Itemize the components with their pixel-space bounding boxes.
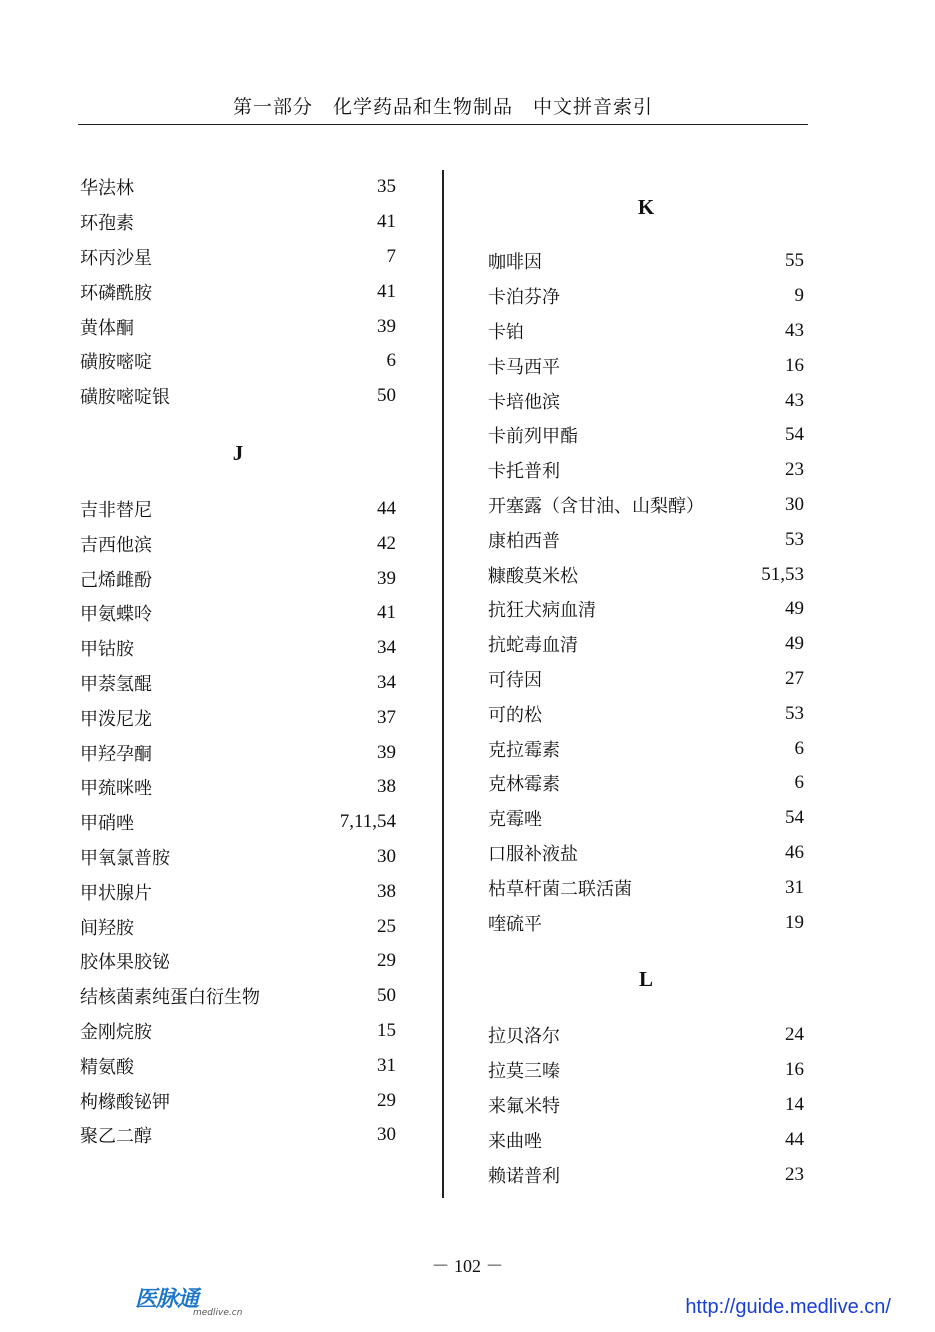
entry-page: 16: [785, 354, 804, 376]
left-group-top: [80, 170, 396, 414]
entry-page: 35: [377, 176, 396, 198]
index-entry: [80, 666, 396, 701]
index-entry: [80, 344, 396, 379]
entry-page: 42: [377, 532, 396, 554]
index-entry: [488, 279, 804, 314]
entry-name: 聚乙二醇: [80, 1126, 152, 1148]
entry-page: 30: [377, 1124, 396, 1146]
entry-name: 来曲唑: [488, 1130, 542, 1152]
entry-page: 39: [377, 741, 396, 763]
entry-page: 49: [785, 598, 804, 620]
footer-url-link[interactable]: http://guide.medlive.cn/: [685, 1296, 891, 1318]
index-entry: [80, 770, 396, 805]
index-entry: [488, 244, 804, 279]
entry-name: 枸橼酸铋钾: [80, 1091, 170, 1113]
entry-name: 来氟米特: [488, 1095, 560, 1117]
index-entry: [488, 1088, 804, 1123]
entry-name: 甲泼尼龙: [80, 708, 152, 730]
index-entry: [488, 1018, 804, 1053]
entry-name: 磺胺嘧啶银: [80, 387, 170, 409]
index-entry: [80, 309, 396, 344]
right-column: [488, 170, 804, 1192]
index-entry: [488, 905, 804, 940]
entry-name: 卡泊芬净: [488, 287, 560, 309]
entry-name: 抗蛇毒血清: [488, 635, 578, 657]
entry-name: 甲钴胺: [80, 639, 134, 661]
entry-name: 拉莫三嗪: [488, 1061, 560, 1083]
entry-page: 29: [377, 950, 396, 972]
entry-page: 16: [785, 1059, 804, 1081]
entry-page: 41: [377, 602, 396, 624]
entry-name: 金刚烷胺: [80, 1021, 152, 1043]
entry-page: 44: [785, 1128, 804, 1150]
entry-name: 康柏西普: [488, 530, 560, 552]
entry-name: 吉非替尼: [80, 499, 152, 521]
entry-page: 24: [785, 1024, 804, 1046]
entry-page: 55: [785, 250, 804, 272]
entry-page: 43: [785, 319, 804, 341]
right-group-k: [488, 244, 804, 940]
index-entry: [488, 870, 804, 905]
index-entry: [488, 766, 804, 801]
index-entry: [488, 348, 804, 383]
entry-name: 可的松: [488, 704, 542, 726]
entry-name: 胶体果胶铋: [80, 952, 170, 974]
entry-page: 34: [377, 637, 396, 659]
index-entry: [488, 1157, 804, 1192]
index-entry: [80, 805, 396, 840]
entry-page: 25: [377, 915, 396, 937]
entry-page: 38: [377, 880, 396, 902]
entry-name: 磺胺嘧啶: [80, 352, 152, 374]
entry-page: 31: [377, 1054, 396, 1076]
index-entry: [80, 909, 396, 944]
entry-name: 环磷酰胺: [80, 282, 152, 304]
header-rule: [78, 124, 808, 125]
entry-name: 甲硝唑: [80, 813, 134, 835]
index-entry: [488, 453, 804, 488]
entry-page: 7,11,54: [339, 811, 396, 833]
entry-name: 环丙沙星: [80, 247, 152, 269]
index-entry: [80, 492, 396, 527]
entry-name: 黄体酮: [80, 317, 134, 339]
entry-page: 9: [794, 285, 804, 307]
entry-name: 己烯雌酚: [80, 569, 152, 591]
index-entry: [80, 170, 396, 205]
entry-name: 华法林: [80, 178, 134, 200]
entry-name: 吉西他滨: [80, 534, 152, 556]
page-number: － 102 －: [431, 1256, 504, 1276]
index-entry: [488, 696, 804, 731]
index-entry: [488, 488, 804, 523]
entry-name: 枯草杆菌二联活菌: [488, 878, 632, 900]
section-letter-j: J: [232, 440, 244, 465]
entry-name: 卡托普利: [488, 461, 560, 483]
entry-name: 卡马西平: [488, 356, 560, 378]
index-entry: [80, 561, 396, 596]
index-entry: [80, 1118, 396, 1153]
entry-name: 甲氧氯普胺: [80, 847, 170, 869]
entry-page: 19: [785, 911, 804, 933]
index-entry: [80, 1083, 396, 1118]
right-group-l: [488, 1018, 804, 1192]
section-letter-k: K: [637, 195, 655, 219]
logo-text: 医脉通: [135, 1287, 199, 1312]
left-column: [80, 170, 396, 1153]
entry-name: 卡培他滨: [488, 391, 560, 413]
entry-page: 50: [377, 385, 396, 407]
entry-name: 甲萘氢醌: [80, 673, 152, 695]
medlive-logo: [135, 1282, 245, 1322]
entry-name: 甲氨蝶呤: [80, 604, 152, 626]
entry-page: 39: [377, 567, 396, 589]
index-entry: [80, 205, 396, 240]
index-entry: [488, 836, 804, 871]
entry-page: 6: [794, 737, 804, 759]
entry-name: 拉贝洛尔: [488, 1026, 560, 1048]
entry-page: 31: [785, 876, 804, 898]
entry-page: 41: [377, 280, 396, 302]
index-entry: [488, 627, 804, 662]
entry-page: 30: [377, 845, 396, 867]
index-entry: [80, 274, 396, 309]
index-entry: [488, 731, 804, 766]
entry-page: 43: [785, 389, 804, 411]
entry-name: 克林霉素: [488, 774, 560, 796]
entry-name: 克霉唑: [488, 809, 542, 831]
index-entry: [80, 1048, 396, 1083]
entry-name: 甲巯咪唑: [80, 778, 152, 800]
entry-page: 7: [386, 245, 396, 267]
page-header-title: 第一部分 化学药品和生物制品 中文拼音索引: [232, 96, 653, 118]
index-entry: [488, 314, 804, 349]
entry-page: 53: [785, 702, 804, 724]
entry-page: 49: [785, 633, 804, 655]
entry-page: 39: [377, 315, 396, 337]
index-entry: [488, 1053, 804, 1088]
index-entry: [80, 526, 396, 561]
entry-name: 结核菌素纯蛋白衍生物: [80, 987, 260, 1009]
index-entry: [80, 700, 396, 735]
entry-page: 14: [785, 1093, 804, 1115]
entry-name: 开塞露（含甘油、山梨醇）: [488, 495, 704, 517]
entry-name: 卡铂: [488, 321, 524, 343]
entry-page: 30: [785, 493, 804, 515]
entry-page: 29: [377, 1089, 396, 1111]
index-entry: [488, 557, 804, 592]
entry-name: 咖啡因: [488, 252, 542, 274]
entry-page: 23: [785, 1163, 804, 1185]
entry-name: 环孢素: [80, 213, 134, 235]
column-divider: [442, 170, 444, 1198]
index-entry: [80, 1014, 396, 1049]
index-entry: [488, 1122, 804, 1157]
entry-page: 6: [386, 350, 396, 372]
entry-page: 15: [377, 1019, 396, 1041]
entry-name: 甲状腺片: [80, 882, 152, 904]
entry-name: 克拉霉素: [488, 739, 560, 761]
entry-page: 37: [377, 706, 396, 728]
entry-name: 口服补液盐: [488, 843, 578, 865]
entry-name: 喹硫平: [488, 913, 542, 935]
entry-page: 54: [785, 807, 804, 829]
section-letter-l: L: [638, 966, 653, 991]
entry-page: 46: [785, 841, 804, 863]
index-entry: [80, 840, 396, 875]
entry-page: 23: [785, 459, 804, 481]
entry-name: 间羟胺: [80, 917, 134, 939]
logo-subtext: medlive.cn: [193, 1308, 243, 1318]
entry-name: 赖诺普利: [488, 1165, 560, 1187]
entry-name: 精氨酸: [80, 1056, 134, 1078]
index-entry: [80, 735, 396, 770]
left-group-j: [80, 492, 396, 1153]
entry-page: 44: [377, 497, 396, 519]
entry-page: 53: [785, 528, 804, 550]
index-entry: [80, 979, 396, 1014]
entry-page: 54: [785, 424, 804, 446]
entry-name: 糠酸莫米松: [488, 565, 578, 587]
index-entry: [488, 383, 804, 418]
entry-name: 卡前列甲酯: [488, 426, 578, 448]
index-entry: [488, 662, 804, 697]
index-entry: [80, 596, 396, 631]
entry-page: 34: [377, 671, 396, 693]
entry-page: 50: [377, 985, 396, 1007]
index-entry: [80, 874, 396, 909]
index-entry: [80, 379, 396, 414]
entry-page: 6: [794, 772, 804, 794]
entry-name: 甲羟孕酮: [80, 743, 152, 765]
index-entry: [488, 801, 804, 836]
entry-page: 38: [377, 776, 396, 798]
index-entry: [488, 522, 804, 557]
index-entry: [488, 418, 804, 453]
entry-page: 27: [785, 667, 804, 689]
entry-name: 抗狂犬病血清: [488, 600, 596, 622]
entry-page: 51,53: [761, 563, 804, 585]
index-entry: [80, 631, 396, 666]
index-entry: [80, 944, 396, 979]
index-entry: [80, 240, 396, 275]
entry-page: 41: [377, 211, 396, 233]
index-entry: [488, 592, 804, 627]
entry-name: 可待因: [488, 669, 542, 691]
